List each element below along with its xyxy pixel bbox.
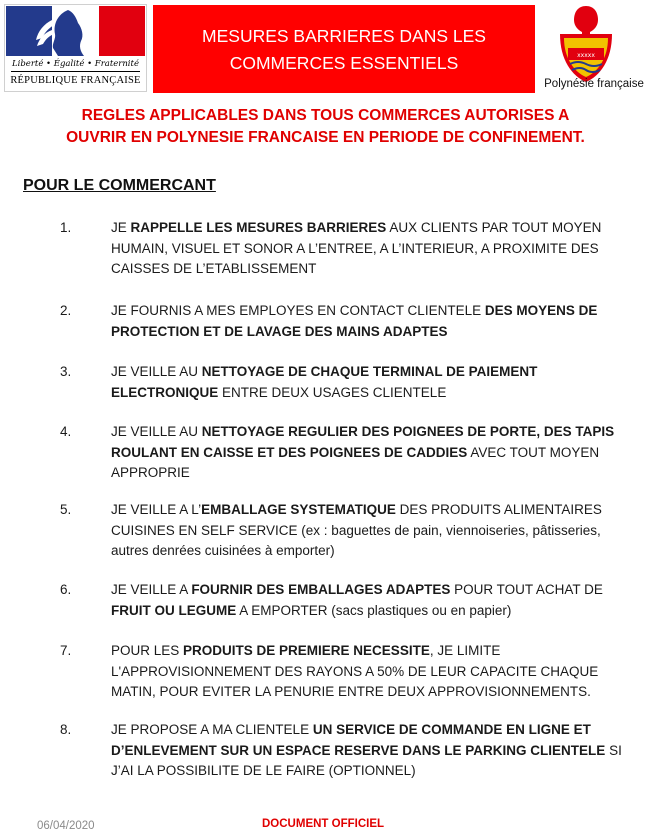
rule-text bbox=[111, 218, 639, 280]
rule-text-bold: UN SERVICE DE COMMANDE EN LIGNE ET D’ENLEVEMENT SUR UN ESPACE RESERVE DANS LE PARKING CLIENTELE bbox=[111, 722, 606, 758]
rule-text-plain: JE VEILLE A L’ bbox=[111, 502, 202, 517]
motto-egalite: Égalité bbox=[53, 59, 85, 69]
rule-text-plain: JE VEILLE A bbox=[111, 582, 192, 597]
rule-text-bold: NETTOYAGE REGULIER DES POIGNEES DE PORTE, DES TAPIS ROULANT EN CAISSE ET DES POIGNEES DE CADDIES bbox=[111, 424, 615, 460]
rule-number: 7. bbox=[60, 643, 72, 658]
rule-text-plain: , JE LIMITE L'APPROVISIONNEMENT DES RAYONS A 50% DE LEUR CAPACITE CHAQUE MATIN, POUR EVITER LA PENURIE ENTRE DEUX APPROVISIONNEMENTS. bbox=[111, 643, 599, 699]
rule-text-bold: EMBALLAGE SYSTEMATIQUE bbox=[201, 502, 396, 517]
rule-text-bold: FRUIT OU LEGUME bbox=[111, 602, 237, 618]
footer-document-label: DOCUMENT OFFICIEL bbox=[262, 818, 385, 830]
rule-text-bold: DES MOYENS DE PROTECTION ET DE LAVAGE DES MAINS ADAPTES bbox=[111, 303, 598, 339]
rule-number: 2. bbox=[60, 303, 72, 318]
rule-text-plain: JE VEILLE AU bbox=[111, 364, 202, 379]
rule-text-plain: JE FOURNIS A MES EMPLOYES EN CONTACT CLIENTELE bbox=[111, 303, 485, 318]
rule-text bbox=[111, 422, 639, 484]
rule-text-bold: FOURNIR DES EMBALLAGES ADAPTES bbox=[191, 582, 451, 597]
tricolor-flag bbox=[6, 6, 145, 56]
document-title-box bbox=[153, 5, 535, 93]
rule-number: 4. bbox=[60, 424, 72, 439]
rule-text bbox=[111, 362, 639, 403]
polynesie-francaise-emblem bbox=[552, 4, 620, 84]
rule-number: 6. bbox=[60, 582, 72, 597]
rule-text bbox=[111, 500, 639, 562]
rule-text-plain: A EMPORTER (sacs plastiques ou en papier) bbox=[236, 602, 512, 618]
rule-text-plain: AUX CLIENTS PAR TOUT MOYEN HUMAIN, VISUEL ET SONOR A L’ENTREE, A L’INTERIEUR, A PROXIMITE DES CAISSES DE L’ETABLISSEMENT bbox=[111, 220, 602, 276]
rule-text-plain: SI J’AI LA POSSIBILITE DE LE FAIRE (OPTIONNEL) bbox=[111, 742, 622, 778]
subtitle-line-1: REGLES APPLICABLES DANS TOUS COMMERCES AUTORISES A bbox=[81, 107, 570, 124]
rule-text bbox=[111, 301, 639, 342]
republique-francaise-logo bbox=[4, 4, 147, 92]
rule-text-plain: AVEC TOUT MOYEN APPROPRIE bbox=[111, 444, 600, 480]
title-line-2: COMMERCES ESSENTIELS bbox=[229, 53, 459, 73]
marianne-profile-icon bbox=[6, 6, 145, 56]
section-heading: POUR LE COMMERCANT bbox=[23, 177, 216, 194]
motto-liberte: Liberté bbox=[12, 59, 44, 69]
rule-text-bold: PRODUITS DE PREMIERE NECESSITE bbox=[183, 643, 430, 658]
motto-fraternite: Fraternité bbox=[94, 59, 139, 69]
rule-text-plain: ENTRE DEUX USAGES CLIENTELE bbox=[218, 384, 447, 400]
rule-text-bold: RAPPELLE LES MESURES BARRIERES bbox=[130, 220, 387, 235]
rule-number: 5. bbox=[60, 502, 72, 517]
republic-motto: Liberté • Égalité • Fraternité bbox=[12, 59, 139, 69]
rule-text bbox=[111, 580, 639, 621]
rule-number: 8. bbox=[60, 722, 72, 737]
rule-text-plain: POUR LES bbox=[111, 643, 184, 658]
svg-text:xxxxx: xxxxx bbox=[577, 52, 595, 59]
rule-text bbox=[111, 641, 639, 703]
title-line-1: MESURES BARRIERES DANS LES bbox=[202, 26, 486, 46]
republique-francaise-label: RÉPUBLIQUE FRANÇAISE bbox=[10, 75, 141, 86]
rule-text-plain: JE PROPOSE A MA CLIENTELE bbox=[111, 722, 313, 737]
rules-subtitle bbox=[10, 105, 641, 149]
rule-text-plain: JE VEILLE AU bbox=[111, 424, 202, 439]
logo-divider bbox=[11, 71, 140, 72]
rule-number: 1. bbox=[60, 220, 72, 235]
rule-number: 3. bbox=[60, 364, 72, 379]
subtitle-line-2: OUVRIR EN POLYNESIE FRANCAISE EN PERIODE DE CONFINEMENT. bbox=[66, 129, 585, 146]
rule-text-plain: JE bbox=[111, 220, 131, 235]
rule-text-plain: POUR TOUT ACHAT DE bbox=[450, 582, 603, 597]
rule-text-plain: DES PRODUITS ALIMENTAIRES CUISINES EN SELF SERVICE (ex : baguettes de pain, viennoiseries, pâtisseries, autres denrées cuisinées à emporter) bbox=[111, 502, 602, 558]
polynesie-francaise-label: Polynésie française bbox=[544, 78, 644, 90]
footer-date: 06/04/2020 bbox=[37, 820, 95, 832]
rule-text-bold: NETTOYAGE DE CHAQUE TERMINAL DE PAIEMENT ELECTRONIQUE bbox=[111, 364, 538, 400]
rule-text bbox=[111, 720, 639, 782]
